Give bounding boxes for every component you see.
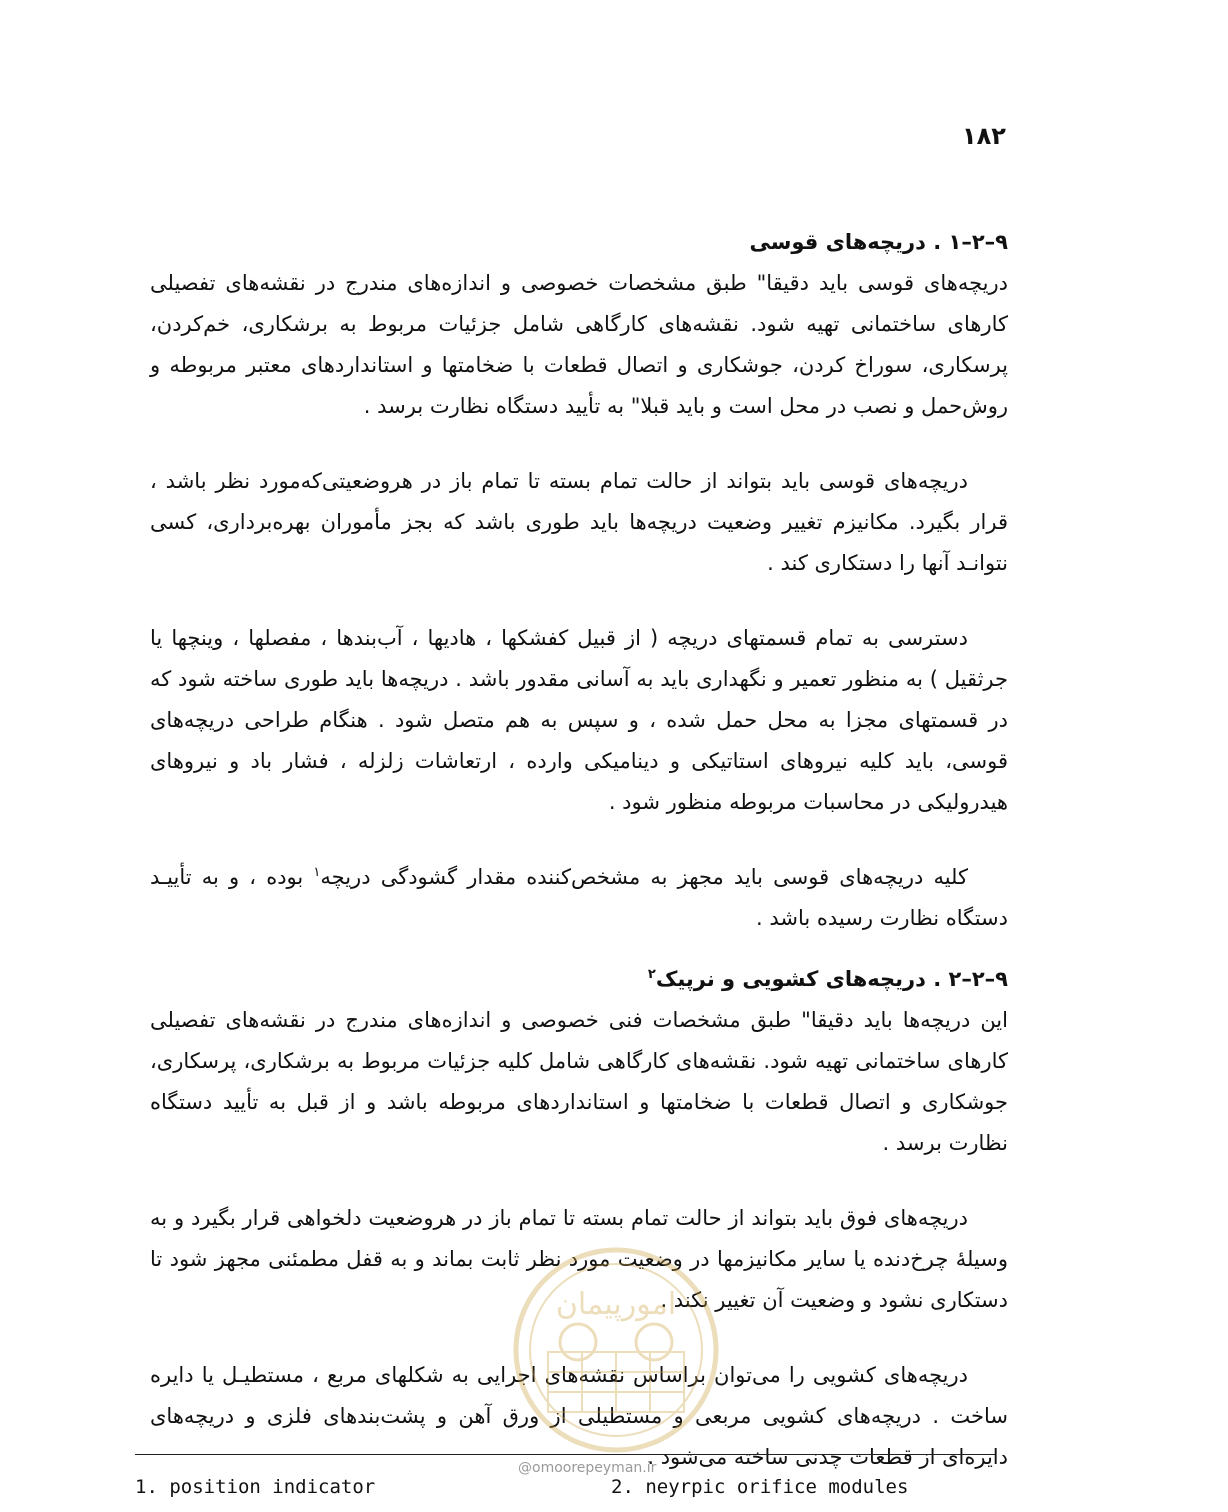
watermark-site: @omoorepeyman.ir (518, 1460, 657, 1476)
footnote-2: 2. neyrpic orifice modules (611, 1476, 909, 1498)
paragraph-text: کلیه دریچه‌های قوسی باید مجهز به مشخص‌کننده مقدار گشودگی دریچه (320, 865, 969, 889)
watermark-logo-text: امورپیمان (555, 1287, 677, 1322)
footnote-divider (135, 1454, 995, 1455)
paragraph-text: بوده ، و به تأییـد دستگاه نظارت رسیده باشد . (150, 865, 1008, 930)
footnote-ref-1: ۱ (313, 865, 321, 880)
paragraph-with-footnote (150, 857, 1008, 939)
section-heading-2: ۹–۲–۲ . دریچه‌های کشویی و نرپیک$^۲$ (647, 967, 1008, 991)
section-heading-1: ۹–۲–۱ . دریچه‌های قوسی (749, 230, 1008, 254)
footnote-ref-2: ۲ (647, 967, 656, 982)
paragraph: دریچه‌های قوسی باید دقیقا" طبق مشخصات خصوصی و اندازه‌های مندرج در نقشه‌های تفصیلی کارهای ساختمانی تهیه شود. نقشه‌های کارگاهی شامل جزئیات مربوط به برشکاری، خم‌کردن، پرسکاری، سوراخ کردن، جوشکاری و اتصال قطعات با ضخامتها و استانداردهای معتبر مربوطه و روش‌حمل و نصب در محل است و باید قبلا" به تأیید دستگاه نظارت برسد . (150, 271, 1008, 418)
paragraph: دریچه‌های کشویی را می‌توان براساس نقشه‌های اجرایی به شکلهای مربع ، مستطیـل یا دایره ساخت . دریچه‌های کشویی مربعی و مستطیلی از ورق آهن و پشت‌بندهای فلزی و دریچه‌های دایره‌ای از قطعات چدنی ساخته می‌شود . (150, 1363, 1008, 1469)
paragraph: دریچه‌های قوسی باید بتواند از حالت تمام بسته تا تمام باز در هروضعیتی‌که‌مورد نظر باشد ، قرار بگیرد. مکانیزم تغییر وضعیت دریچه‌ها باید طوری باشد که بجز مأموران بهره‌برداری، کسی نتوانـد آنها را دستکاری کند . (150, 469, 1008, 575)
paragraph: این دریچه‌ها باید دقیقا" طبق مشخصات فنی خصوصی و اندازه‌های مندرج در نقشه‌های تفصیلی کارهای ساختمانی تهیه شود. نقشه‌های کارگاهی شامل کلیه جزئیات مربوط به برشکاری، پرسکاری، جوشکاری و اتصال قطعات با ضخامتها و استانداردهای مربوطه باشد و از قبل به تأیید دستگاه نظارت برسد . (150, 1008, 1008, 1155)
paragraph: دسترسی به تمام قسمتهای دریچه ( از قبیل کفشکها ، هادیها ، آب‌بندها ، مفصلها ، وینچها یا جرثقیل ) به منظور تعمیر و نگهداری باید به آسانی مقدور باشد . دریچه‌ها باید طوری ساخته شود که در قسمتهای مجزا به محل حمل شده ، و سپس به هم متصل شود . هنگام طراحی دریچه‌های قوسی، باید کلیه نیروهای استاتیکی و دینامیکی وارده ، ارتعاشات زلزله ، فشار باد و نیروهای هیدرولیکی در محاسبات مربوطه منظور شود . (150, 626, 1008, 814)
document-body (150, 222, 1008, 1478)
paragraph: دریچه‌های فوق باید بتواند از حالت تمام بسته تا تمام باز در هروضعیت دلخواهی قرار بگیرد و به وسیلهٔ چرخ‌دنده یا سایر مکانیزمها در وضعیت مورد نظر ثابت بماند و به قفل مطمئنی مجهز شود تا دستکاری نشود و وضعیت آن تغییر نکند . (150, 1206, 1008, 1312)
footnote-1: 1. position indicator (135, 1476, 376, 1498)
page-number: ۱۸۲ (962, 122, 1006, 150)
